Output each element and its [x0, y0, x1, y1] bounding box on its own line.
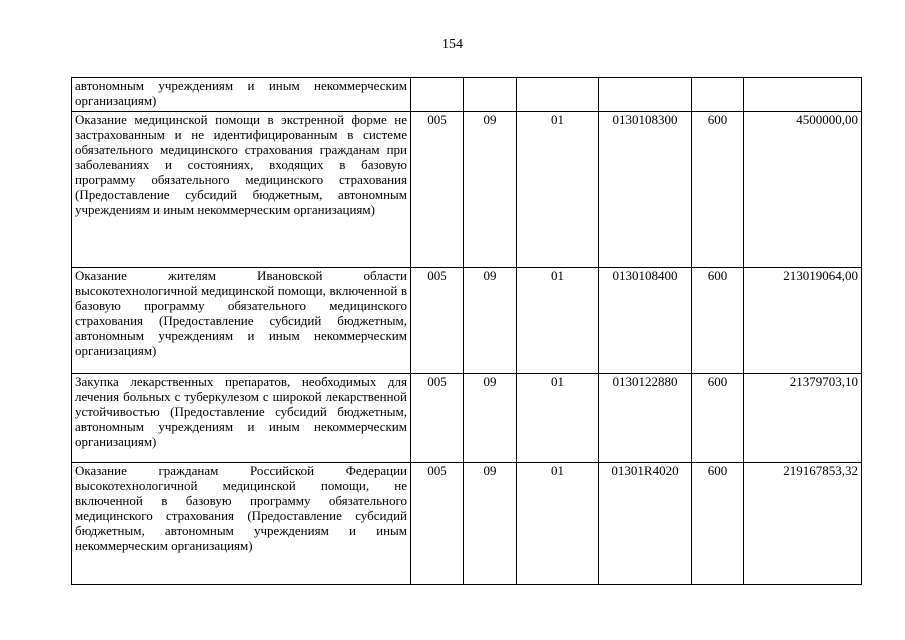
row-expense-type: 600: [692, 268, 744, 374]
row-target-article: 0130108400: [599, 268, 692, 374]
row-amount: 213019064,00: [744, 268, 862, 374]
row-amount: 219167853,32: [744, 463, 862, 585]
table-row: [72, 112, 862, 268]
row-description: Оказание медицинской помощи в экстренной форме не застрахованным и не идентифицированным в системе обязательного медицинского страхования гражданам при заболеваниях и состояниях, входящих в базовую программу обязательного медицинского страхования (Предоставление субсидий бюджетным, автономным учреждениям и иным некоммерческим организациям): [72, 112, 411, 268]
row-amount: [744, 78, 862, 112]
row-target-article: 0130122880: [599, 374, 692, 463]
row-ved: 005: [411, 268, 464, 374]
row-section: [464, 78, 517, 112]
row-description: Закупка лекарственных препаратов, необходимых для лечения больных с туберкулезом с широкой лекарственной устойчивостью (Предоставление субсидий бюджетным, автономным учреждениям и иным некоммерческим организациям): [72, 374, 411, 463]
row-ved: 005: [411, 374, 464, 463]
row-section: 09: [464, 268, 517, 374]
row-description: автономным учреждениям и иным некоммерческим организациям): [72, 78, 411, 112]
row-expense-type: 600: [692, 463, 744, 585]
budget-table: [71, 77, 862, 585]
row-subsection: 01: [517, 374, 599, 463]
row-description: Оказание гражданам Российской Федерации высокотехнологичной медицинской помощи, не включенной в базовую программу обязательного медицинского страхования (Предоставление субсидий бюджетным, автономным учреждениям и иным некоммерческим организациям): [72, 463, 411, 585]
row-target-article: [599, 78, 692, 112]
row-subsection: 01: [517, 112, 599, 268]
row-description: Оказание жителям Ивановской области высокотехнологичной медицинской помощи, включенной в базовую программу обязательного медицинского страхования (Предоставление субсидий бюджетным, автономным учреждениям и иным некоммерческим организациям): [72, 268, 411, 374]
row-section: 09: [464, 112, 517, 268]
row-subsection: [517, 78, 599, 112]
row-ved: [411, 78, 464, 112]
row-subsection: 01: [517, 463, 599, 585]
row-expense-type: 600: [692, 374, 744, 463]
table-row: [72, 268, 862, 374]
table-row: [72, 374, 862, 463]
page-number: 154: [442, 37, 463, 52]
row-expense-type: [692, 78, 744, 112]
table-row: [72, 463, 862, 585]
row-section: 09: [464, 463, 517, 585]
row-expense-type: 600: [692, 112, 744, 268]
row-section: 09: [464, 374, 517, 463]
row-amount: 4500000,00: [744, 112, 862, 268]
row-ved: 005: [411, 112, 464, 268]
row-amount: 21379703,10: [744, 374, 862, 463]
row-subsection: 01: [517, 268, 599, 374]
row-target-article: 0130108300: [599, 112, 692, 268]
row-ved: 005: [411, 463, 464, 585]
table-row: [72, 78, 862, 112]
row-target-article: 01301R4020: [599, 463, 692, 585]
